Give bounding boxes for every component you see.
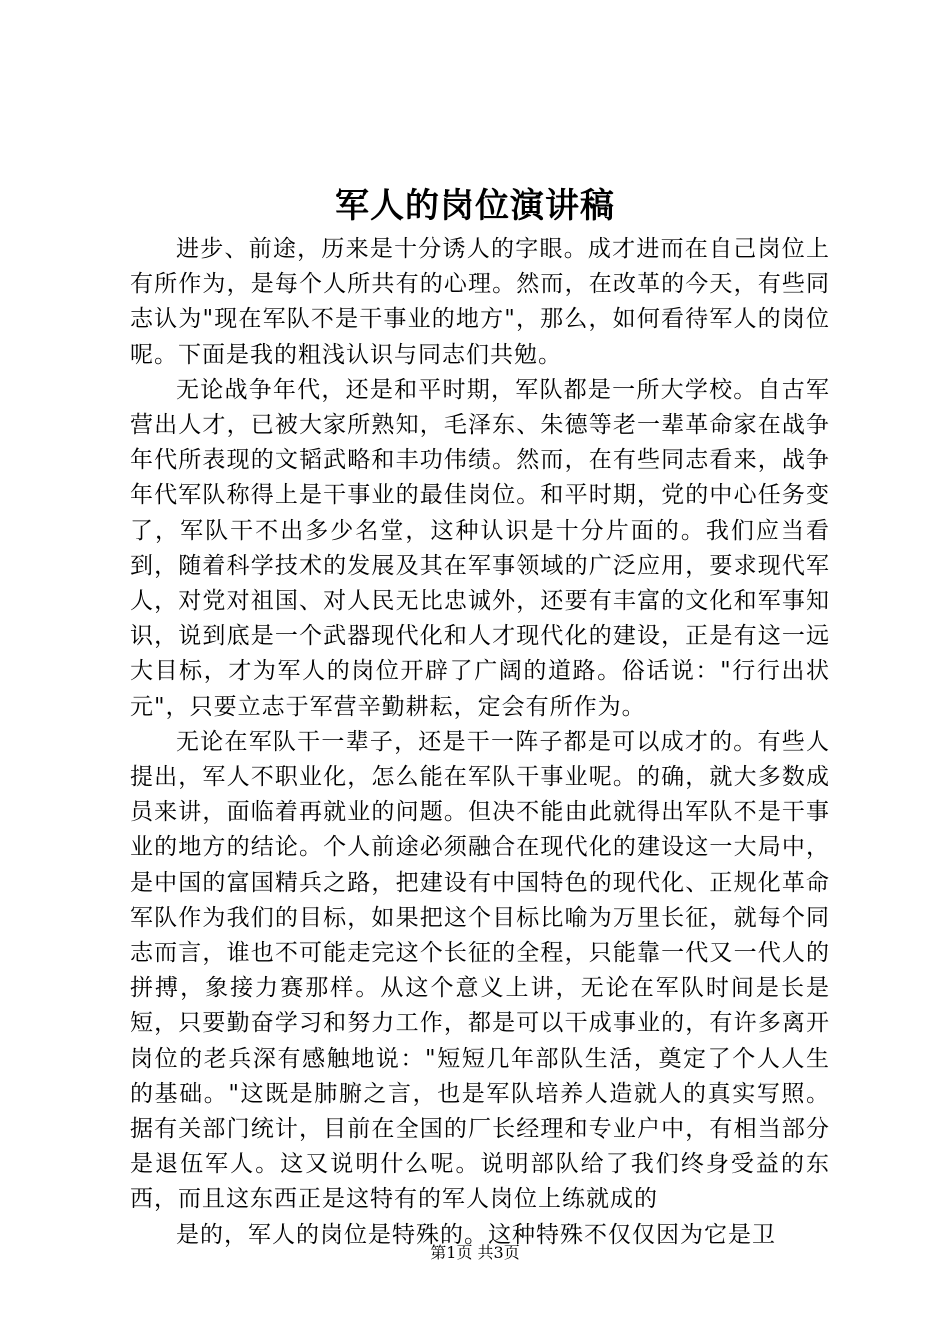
page-title: 军人的岗位演讲稿 xyxy=(335,186,615,226)
paragraph-4: 是的，军人的岗位是特殊的。这种特殊不仅仅因为它是卫 xyxy=(176,1221,776,1248)
document-body xyxy=(130,232,830,1253)
paragraph-1: 进步、前途，历来是十分诱人的字眼。成才进而在自己岗位上有所作为，是每个人所共有的心理。然而，在改革的今天，有些同志认为"现在军队不是干事业的地方"，那么，如何看待军人的岗位呢。下面是我的粗浅认识与同志们共勉。 xyxy=(130,236,830,368)
paragraph-3: 无论在军队干一辈子，还是干一阵子都是可以成才的。有些人提出，军人不职业化，怎么能在军队干事业呢。的确，就大多数成员来讲，面临着再就业的问题。但决不能由此就得出军队不是干事业的地方的结论。个人前途必须融合在现代化的建设这一大局中，是中国的富国精兵之路，把建设有中国特色的现代化、正规化革命军队作为我们的目标，如果把这个目标比喻为万里长征，就每个同志而言，谁也不可能走完这个长征的全程，只能靠一代又一代人的拼搏，象接力赛那样。从这个意义上讲，无论在军队时间是长是短，只要勤奋学习和努力工作，都是可以干成事业的，有许多离开岗位的老兵深有感触地说："短短几年部队生活，奠定了个人人生的基础。"这既是肺腑之言，也是军队培养人造就人的真实写照。据有关部门统计，目前在全国的厂长经理和专业户中，有相当部分是退伍军人。这又说明什么呢。说明部队给了我们终身受益的东西，而且这东西正是这特有的军人岗位上练就成的 xyxy=(130,728,830,1213)
page-number-footer: 第1页 共3页 xyxy=(430,1243,520,1262)
paragraph-2: 无论战争年代，还是和平时期，军队都是一所大学校。自古军营出人才，已被大家所熟知，毛泽东、朱德等老一辈革命家在战争年代所表现的文韬武略和丰功伟绩。然而，在有些同志看来，战争年代军队称得上是干事业的最佳岗位。和平时期，党的中心任务变了，军队干不出多少名堂，这种认识是十分片面的。我们应当看到，随着科学技术的发展及其在军事领域的广泛应用，要求现代军人，对党对祖国、对人民无比忠诚外，还要有丰富的文化和军事知识，说到底是一个武器现代化和人才现代化的建设，正是有这一远大目标，才为军人的岗位开辟了广阔的道路。俗话说："行行出状元"，只要立志于军营辛勤耕耘，定会有所作为。 xyxy=(130,376,830,720)
